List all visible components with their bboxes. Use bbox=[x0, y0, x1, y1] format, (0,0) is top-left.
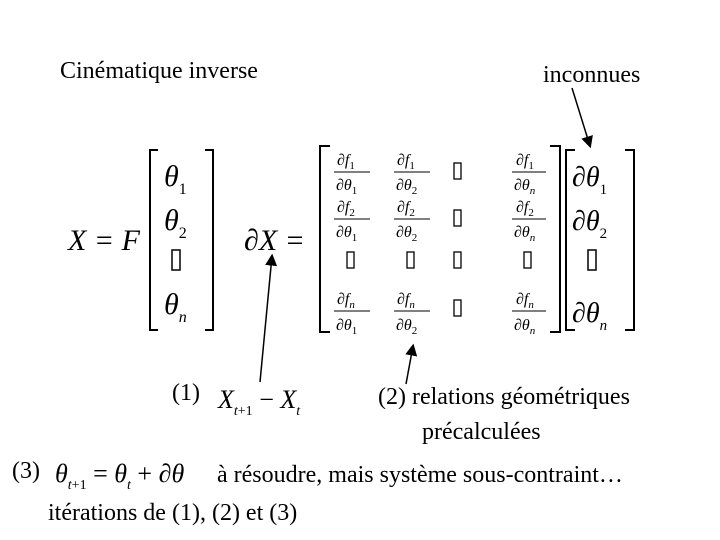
solve-text: à résoudre, mais système sous-contraint… bbox=[217, 462, 623, 488]
jacobian-row-ellipsis bbox=[347, 252, 531, 268]
theta-2: $\theta_2$ bbox=[164, 204, 187, 242]
theta-vector-left-bracket bbox=[150, 150, 158, 330]
svg-text:∂f2: $\partial f_2$ bbox=[337, 199, 355, 219]
svg-text:∂θ1: $\partial\theta_1$ bbox=[336, 177, 358, 197]
svg-text:∂f1: $\partial f_1$ bbox=[337, 152, 355, 172]
dtheta-n: $\partial\theta_n$ bbox=[572, 298, 608, 334]
jacobian-row-1 bbox=[334, 152, 546, 197]
svg-text:∂θ1: $\partial\theta_1$ bbox=[336, 224, 358, 244]
dtheta-2: $\partial\theta_2$ bbox=[572, 206, 608, 242]
eq2-arrow bbox=[406, 346, 413, 384]
x-equals-f-equation bbox=[67, 150, 213, 330]
jacobian-row-n bbox=[334, 291, 546, 337]
theta-1: $\theta_1$ bbox=[164, 160, 187, 198]
eq1-expression: $X_t+1 - X_t$ bbox=[218, 385, 301, 419]
x-eq-f: X = F bbox=[68, 224, 140, 257]
dtheta-ellipsis-box bbox=[588, 250, 596, 270]
svg-text:∂f2: $\partial f_2$ bbox=[397, 199, 415, 219]
slide-title: Cinématique inverse bbox=[60, 58, 258, 84]
svg-text:∂θn: $\partial\theta_n$ bbox=[514, 177, 536, 197]
dtheta-1: $\partial\theta_1$ bbox=[572, 162, 608, 198]
dtheta-right-bracket bbox=[625, 150, 634, 330]
label-3: (3) bbox=[12, 458, 40, 484]
theta-ellipsis-box bbox=[172, 250, 180, 270]
theta-n: $\theta_n$ bbox=[164, 288, 187, 326]
theta-vector-right-bracket bbox=[205, 150, 213, 330]
jacobian-right-bracket bbox=[550, 146, 560, 332]
svg-text:∂fn: $\partial f_n$ bbox=[337, 291, 355, 311]
eq3-expression: $\theta_t+1 = \theta_t + \partial\theta$ bbox=[55, 459, 185, 493]
iterations-text: itérations de (1), (2) et (3) bbox=[48, 500, 298, 526]
svg-text:∂θn: $\partial\theta_n$ bbox=[514, 317, 536, 337]
jacobian-row-2 bbox=[334, 199, 546, 244]
svg-text:∂θ1: $\partial\theta_1$ bbox=[336, 317, 358, 337]
eq1-arrow bbox=[260, 256, 272, 382]
svg-text:∂fn: $\partial f_n$ bbox=[397, 291, 415, 311]
label-2-continuation: précalculées bbox=[422, 419, 541, 445]
label-1: (1) bbox=[172, 380, 200, 406]
svg-text:∂fn: $\partial f_n$ bbox=[516, 291, 534, 311]
dx-jacobian-equation bbox=[244, 146, 634, 337]
svg-text:∂θ2: $\partial\theta_2$ bbox=[396, 177, 418, 197]
svg-text:∂θ2: $\partial\theta_2$ bbox=[396, 317, 418, 337]
svg-text:∂f1: $\partial f_1$ bbox=[397, 152, 415, 172]
unknowns-label: inconnues bbox=[543, 62, 641, 88]
jacobian-left-bracket bbox=[320, 146, 330, 332]
svg-text:∂θn: $\partial\theta_n$ bbox=[514, 224, 536, 244]
svg-text:∂θ2: $\partial\theta_2$ bbox=[396, 224, 418, 244]
svg-text:∂f1: $\partial f_1$ bbox=[516, 152, 534, 172]
unknowns-arrow bbox=[572, 88, 590, 146]
svg-text:∂f2: $\partial f_2$ bbox=[516, 199, 534, 219]
dx-eq: ∂X = bbox=[244, 224, 305, 257]
label-2: (2) relations géométriques bbox=[378, 384, 630, 410]
